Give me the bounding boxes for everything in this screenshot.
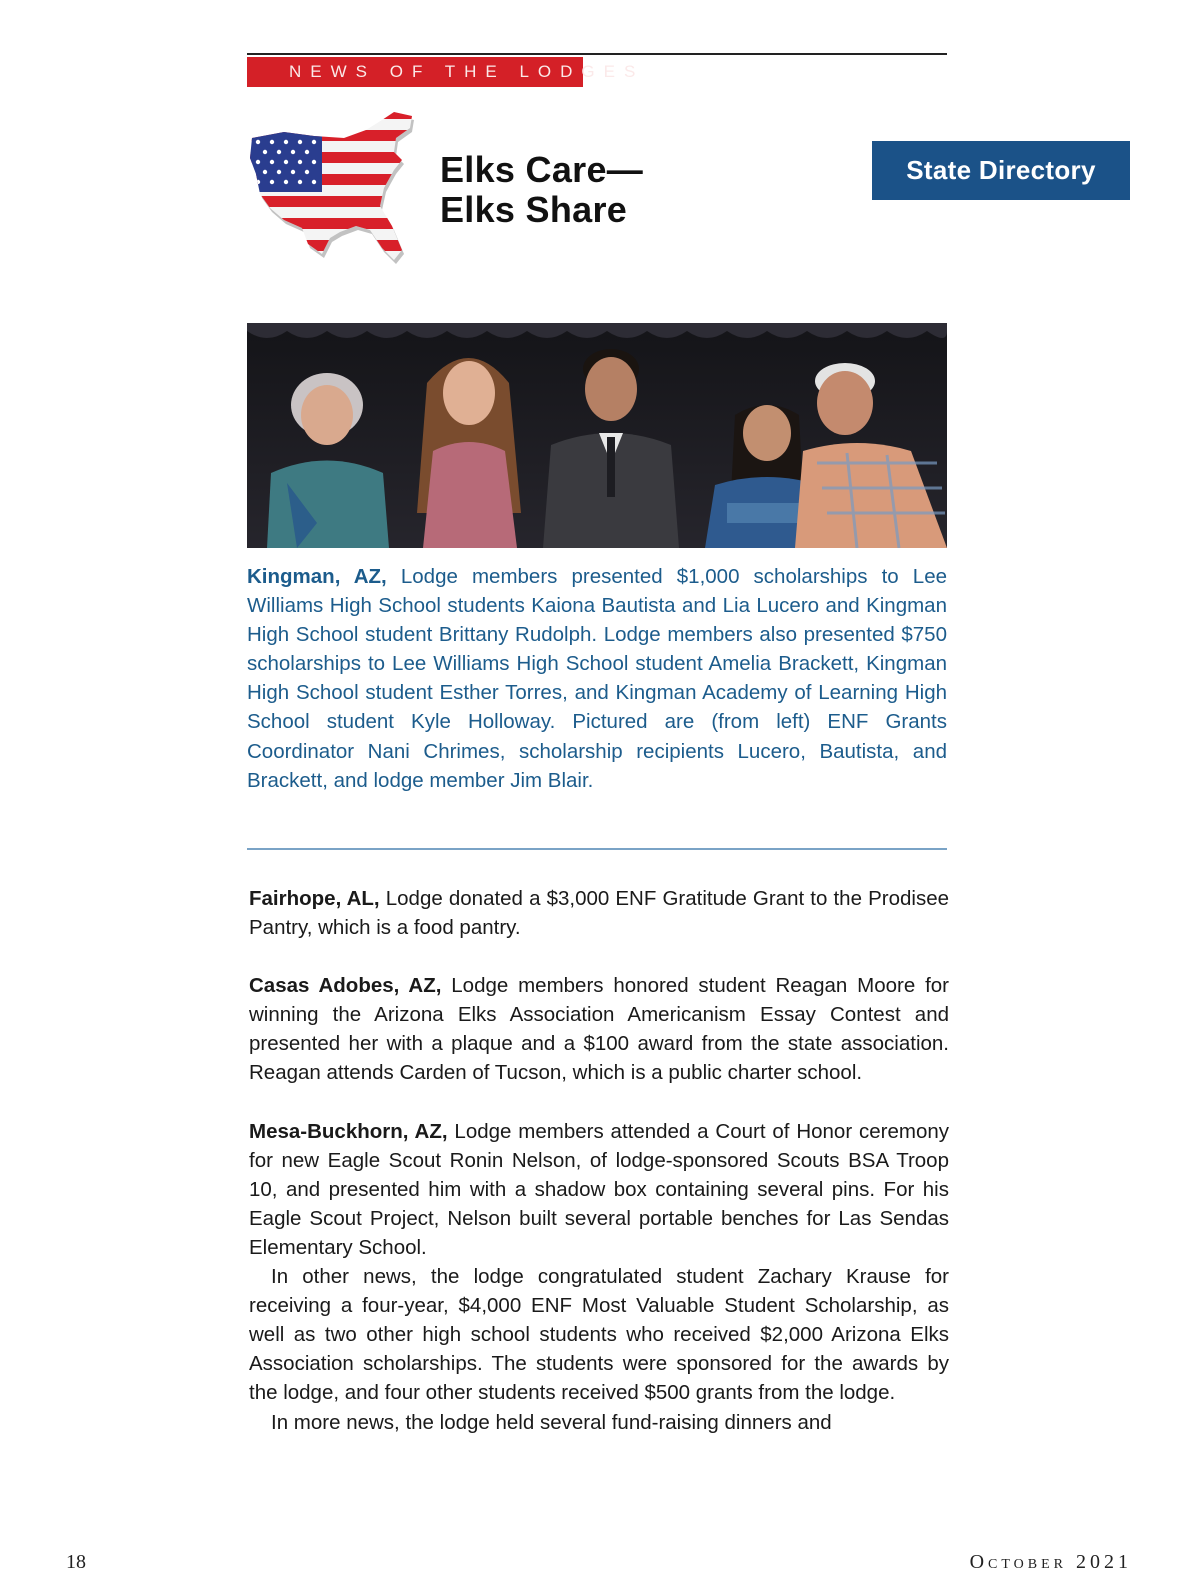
section-divider (247, 848, 947, 850)
issue-date: October 2021 (969, 1551, 1132, 1573)
article-fairhope (249, 884, 949, 942)
us-flag-map-icon (244, 108, 414, 264)
page-number: 18 (66, 1551, 86, 1573)
caption-text: Lodge members presented $1,000 scholarships to Lee Williams High School students Kaiona Bautista and Lia Lucero and Kingman High School student Brittany Rudolph. Lodge members also presented $750 scholarships to Lee Williams High School student Amelia Brackett, Kingman High School student Esther Torres, and Kingman Academy of Learning High School student Kyle Holloway. Pictured are (from left) ENF Grants Coordinator Nani Chrimes, scholarship recipients Lucero, Bautista, and Brackett, and lodge member Jim Blair. (247, 565, 947, 792)
article-location: Mesa-Buckhorn, AZ, (249, 1119, 448, 1143)
group-photo (247, 323, 947, 548)
article-text: Lodge members attended a Court of Honor ceremony for new Eagle Scout Ronin Nelson, of lodge-sponsored Scouts BSA Troop 10, and presented him with a shadow box containing several pins. For his Eagle Scout Project, Nelson built several portable benches for Las Sendas Elementary School. (249, 1119, 949, 1259)
headline-line-1: Elks Care— (440, 149, 644, 190)
article-mesa-buckhorn (249, 1117, 949, 1262)
state-directory-button[interactable]: State Directory (872, 141, 1130, 200)
photo-caption (247, 562, 947, 795)
article-location: Casas Adobes, AZ, (249, 974, 442, 998)
section-banner: NEWS OF THE LODGES (247, 57, 583, 87)
headline (440, 150, 643, 230)
article-continuation: In other news, the lodge congratulated student Zachary Krause for receiving a four-year, $4,000 ENF Most Valuable Student Scholarship, as well as two other high school students who received $2,000 Arizona Elks Association scholarships. The students were sponsored for the awards by the lodge, and four other students received $500 grants from the lodge. (249, 1265, 949, 1405)
article-location: Fairhope, AL, (249, 887, 380, 910)
article-text: Lodge members honored student Reagan Moore for winning the Arizona Elks Association Americanism Essay Contest and presented her with a plaque and a $100 award from the state association. Reagan attends Carden of Tucson, which is a public charter school. (249, 974, 949, 1085)
article-continuation: In more news, the lodge held several fund-raising dinners and (271, 1410, 832, 1434)
article-casas-adobes (249, 971, 949, 1087)
top-rule (247, 53, 947, 55)
headline-line-2: Elks Share (440, 189, 628, 230)
article-text: Lodge donated a $3,000 ENF Gratitude Grant to the Prodisee Pantry, which is a food pantry. (249, 887, 949, 940)
caption-location: Kingman, AZ, (247, 565, 387, 588)
article-column (249, 884, 949, 1437)
